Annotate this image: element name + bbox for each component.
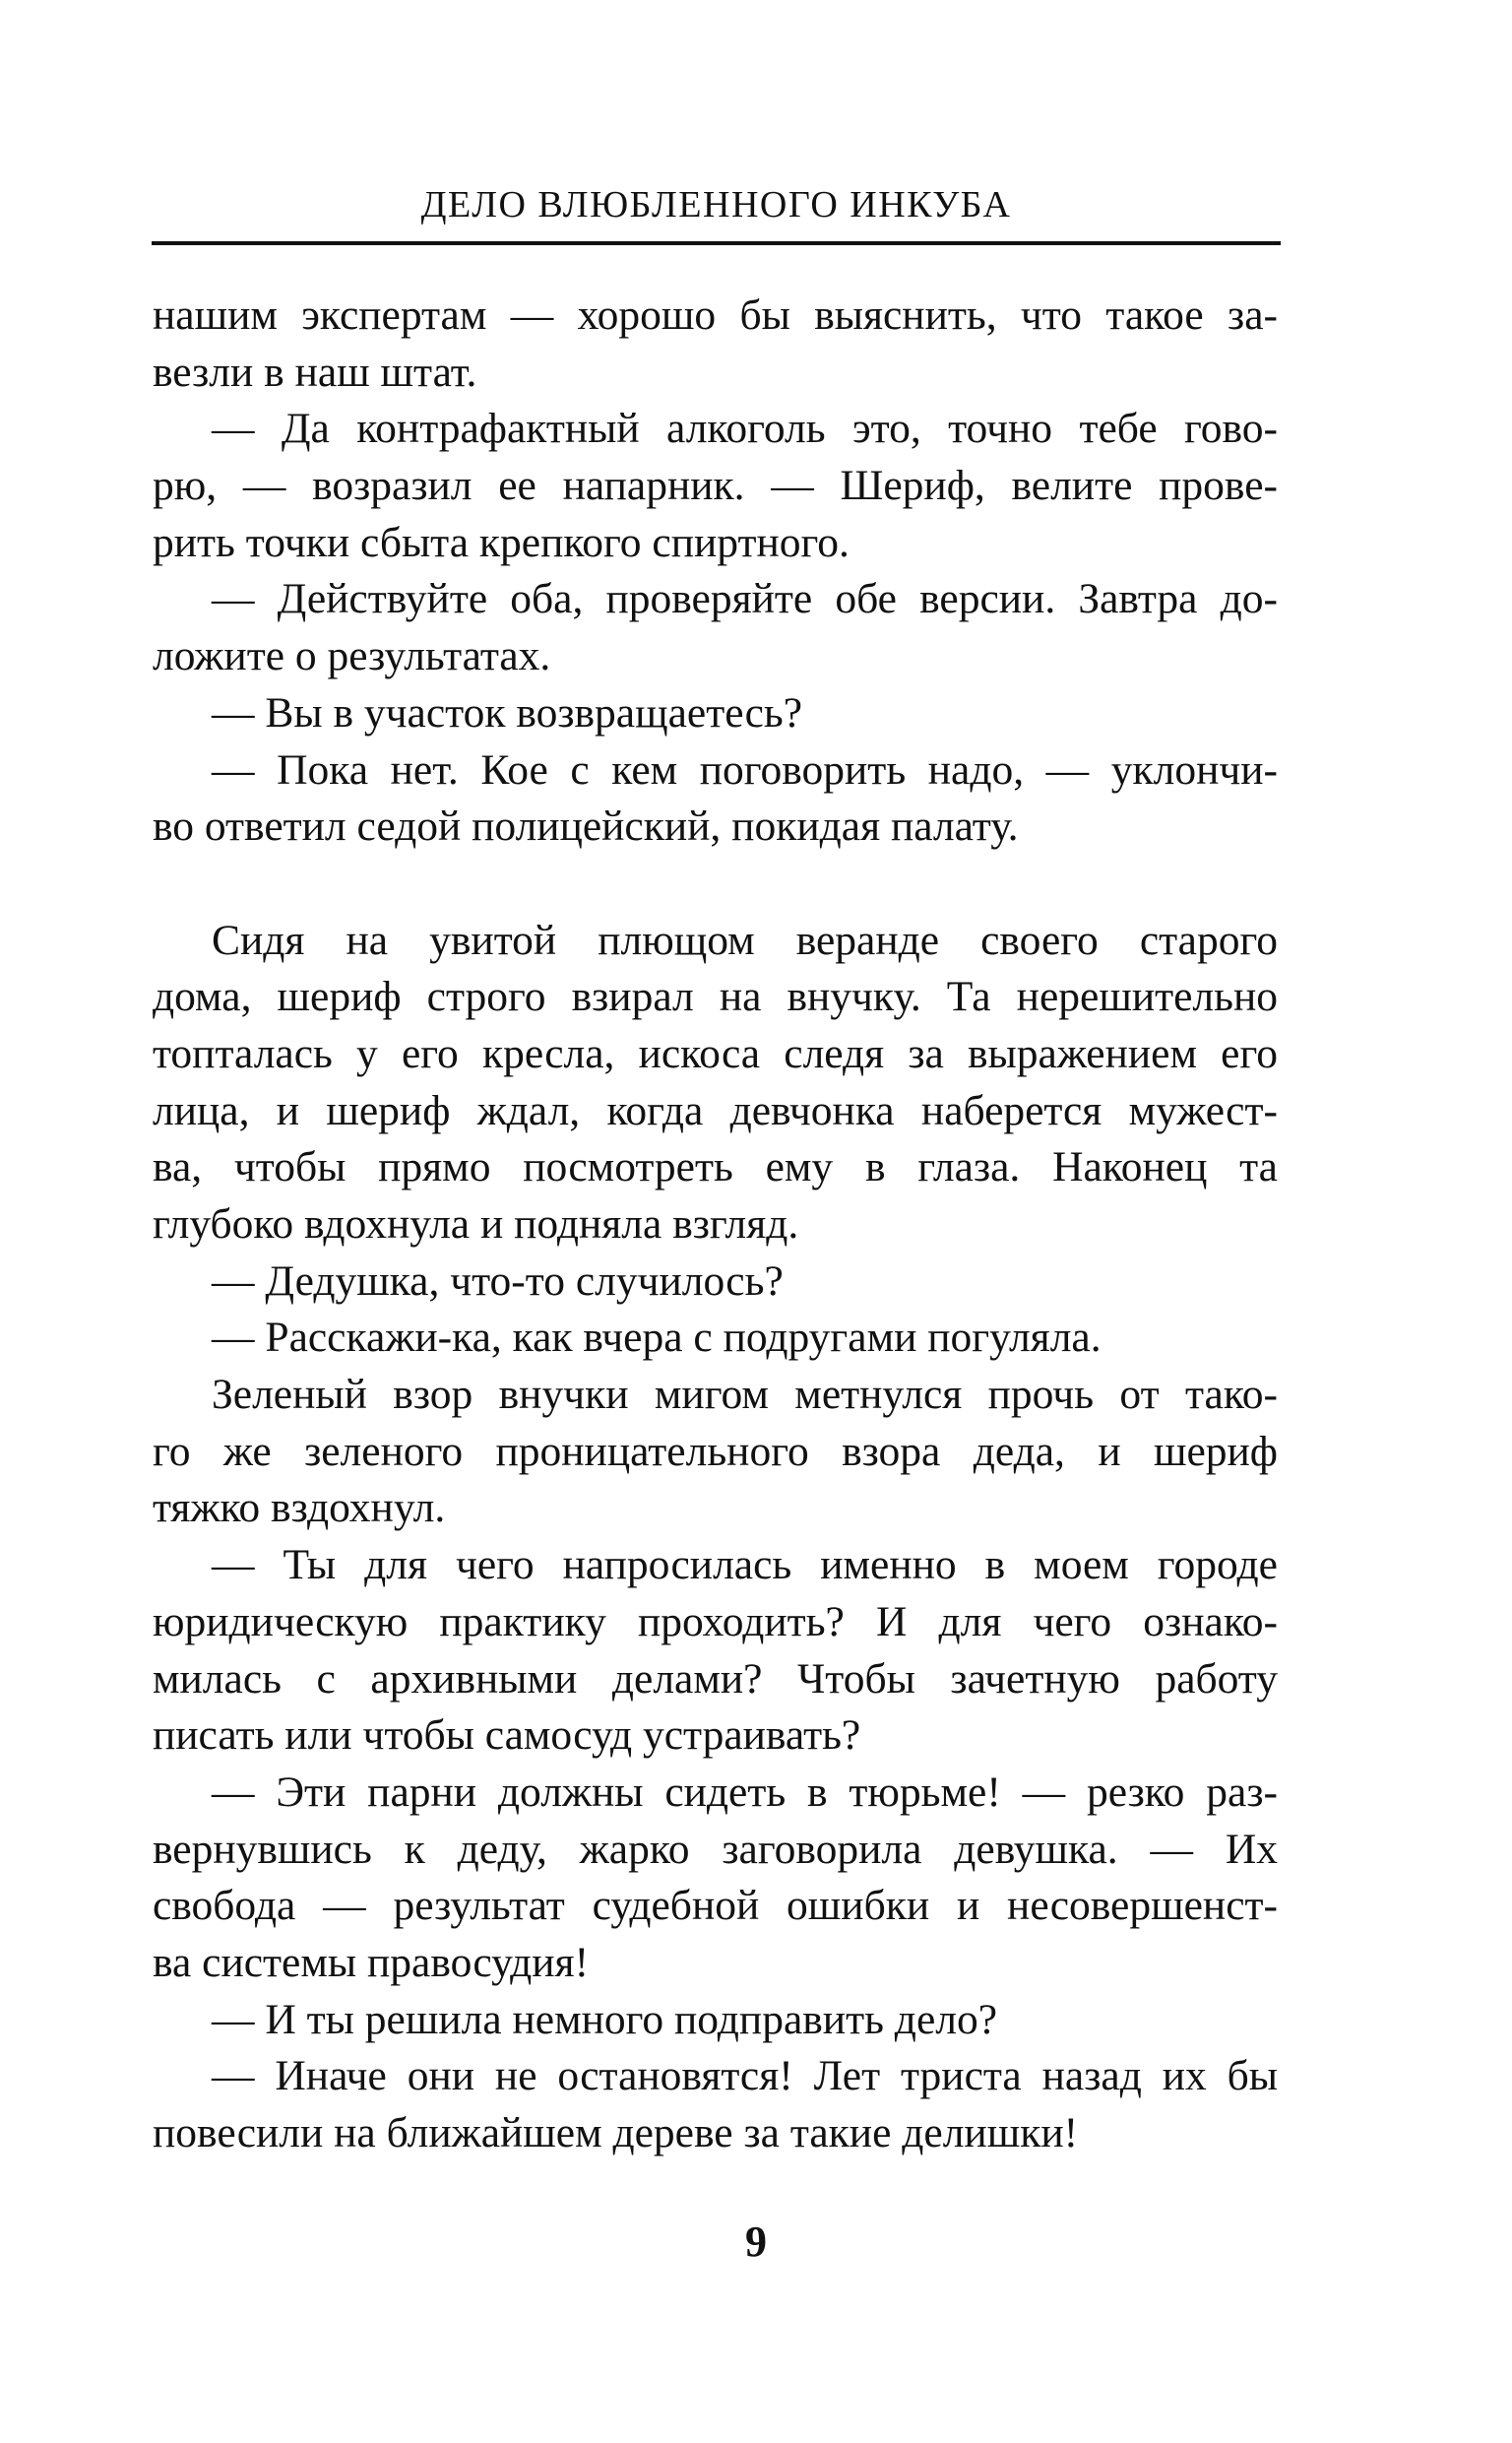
text-line: вернувшись к деду, жарко заговорила девушка. — Их — [153, 1825, 1278, 1873]
text-line: писать или чтобы самосуд устраивать? — [153, 1711, 861, 1760]
text-line: — Да контрафактный алкоголь это, точно тебе гово- — [212, 405, 1278, 453]
text-line: Сидя на увитой плющом веранде своего старого — [212, 916, 1278, 964]
text-line: рить точки сбыта крепкого спиртного. — [153, 518, 850, 566]
header-rule-divider — [152, 241, 1281, 245]
text-line: — Действуйте оба, проверяйте обе версии. Завтра до- — [212, 575, 1278, 623]
page-number: 9 — [745, 2218, 767, 2266]
text-line: — Иначе они не остановятся! Лет триста назад их бы — [212, 2052, 1278, 2100]
body-text — [153, 288, 1278, 2162]
text-line: — И ты решила немного подправить дело? — [212, 1995, 998, 2043]
text-line: тяжко вздохнул. — [153, 1484, 446, 1532]
text-line: — Вы в участок возвращаетесь? — [212, 688, 803, 737]
text-line: свобода — результат судебной ошибки и несовершенст- — [153, 1882, 1278, 1930]
text-line: — Расскажи-ка, как вчера с подругами погуляла. — [212, 1314, 1102, 1362]
text-line: топталась у его кресла, искоса следя за выражением его — [153, 1029, 1278, 1077]
text-line: — Ты для чего напросилась именно в моем городе — [212, 1541, 1278, 1589]
text-line: лица, и шериф ждал, когда девчонка наберется мужест- — [153, 1086, 1278, 1134]
text-line: рю, — возразил ее напарник. — Шериф, велите прове- — [153, 462, 1278, 510]
text-line: нашим экспертам — хорошо бы выяснить, что такое за- — [153, 291, 1278, 339]
text-line: юридическую практику проходить? И для чего ознако- — [153, 1597, 1278, 1645]
text-line: — Эти парни должны сидеть в тюрьме! — резко раз- — [212, 1768, 1278, 1816]
text-line: ва системы правосудия! — [153, 1938, 590, 1986]
text-line: — Пока нет. Кое с кем поговорить надо, — уклончи- — [212, 745, 1278, 794]
text-line: ложите о результатах. — [153, 632, 551, 680]
text-line: во ответил седой полицейский, покидая палату. — [153, 803, 1019, 851]
text-line: — Дедушка, что-то случилось? — [212, 1256, 784, 1305]
text-line: глубоко вдохнула и подняла взгляд. — [153, 1200, 799, 1248]
text-line: повесили на ближайшем дереве за такие делишки! — [153, 2109, 1079, 2156]
text-line: везли в наш штат. — [153, 348, 477, 396]
text-line: милась с архивными делами? Чтобы зачетную работу — [153, 1654, 1278, 1703]
text-line: дома, шериф строго взирал на внучку. Та нерешительно — [153, 973, 1278, 1021]
text-line: ва, чтобы прямо посмотреть ему в глаза. Наконец та — [153, 1143, 1278, 1191]
text-line: Зеленый взор внучки мигом метнулся прочь от тако- — [212, 1371, 1278, 1419]
running-head-title: ДЕЛО ВЛЮБЛЕННОГО ИНКУБА — [420, 184, 1012, 225]
text-line: го же зеленого проницательного взора деда, и шериф — [153, 1427, 1278, 1475]
section-break — [153, 856, 1278, 913]
